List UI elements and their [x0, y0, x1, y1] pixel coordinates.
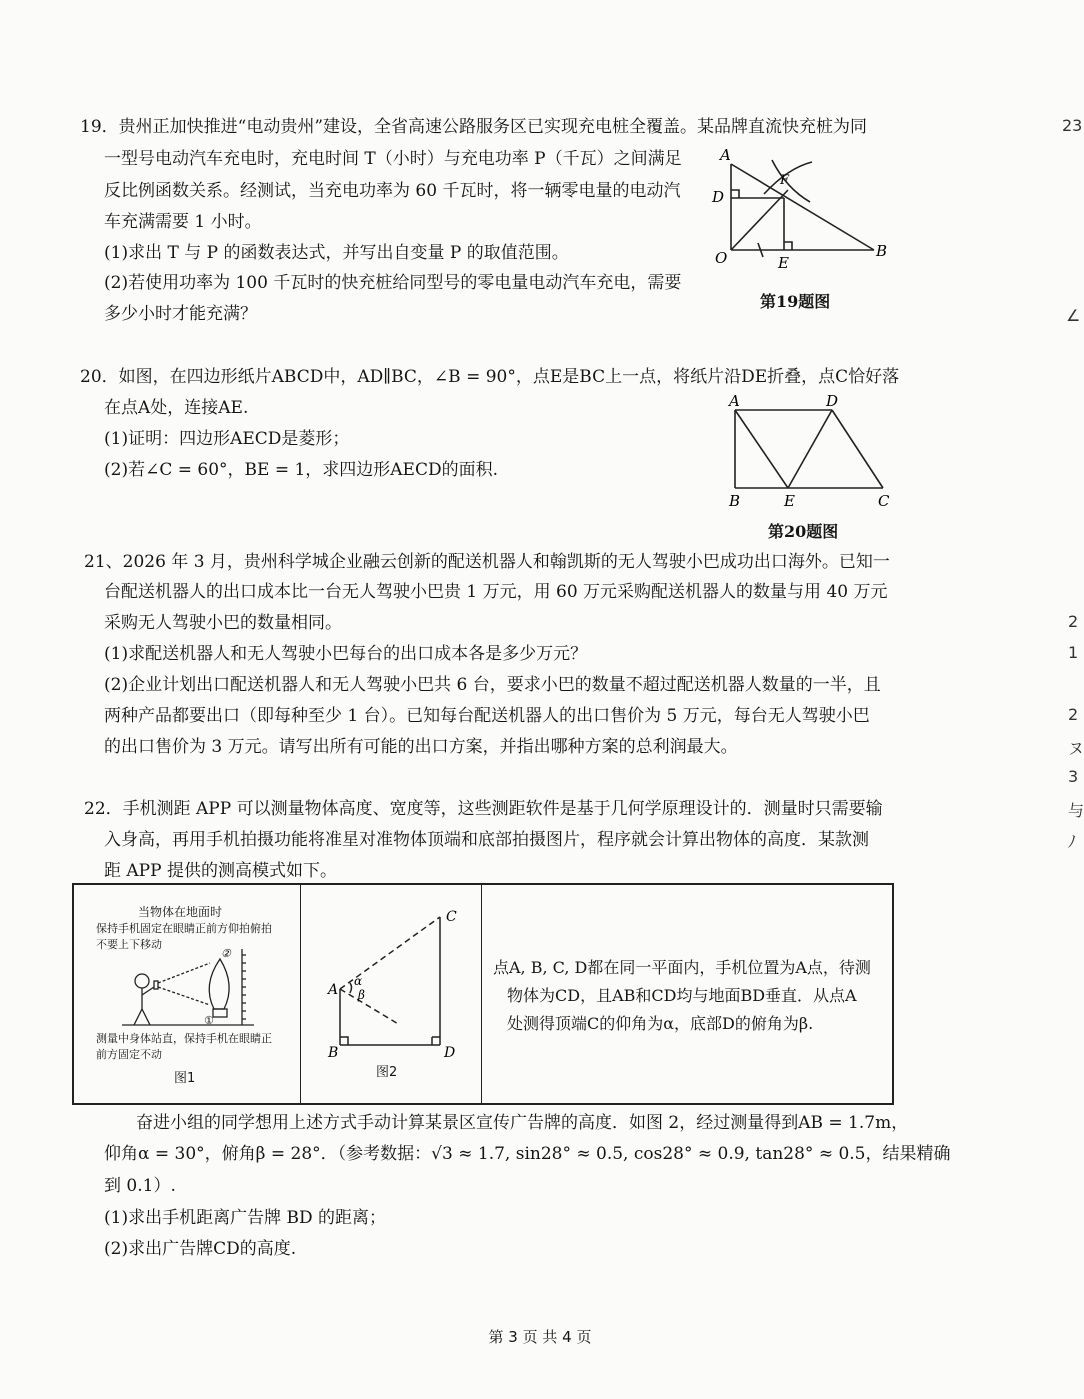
q20-label-b: B: [729, 492, 741, 510]
edge-mark-9: ﾉ: [1068, 832, 1077, 851]
q19-label-o: O: [715, 249, 728, 267]
edge-mark-5: 2: [1068, 705, 1079, 724]
box-text-1: 点A, B, C, D都在同一平面内，手机位置为A点，待测: [493, 958, 871, 977]
fig1-caption: 图1: [174, 1071, 196, 1086]
q22-after-5: (2)求出广告牌CD的高度.: [104, 1239, 297, 1259]
q20-line-1: 20．如图，在四边形纸片ABCD中，AD∥BC，∠B = 90°，点E是BC上一点，将纸片沿DE折叠，点C恰好落: [80, 367, 900, 387]
q20-figure-caption: 第20题图: [768, 522, 839, 541]
fig1-title: 当物体在地面时: [138, 905, 223, 919]
q19-label-a: A: [720, 146, 731, 164]
edge-mark-2: ∠: [1066, 306, 1081, 325]
fig2-label-d: D: [444, 1045, 456, 1061]
fig1-note-2: 不要上下移动: [96, 938, 162, 951]
edge-mark-8: 与: [1068, 801, 1084, 820]
q19-label-e: E: [778, 254, 789, 272]
box-text-2: 物体为CD，且AB和CD均与地面BD垂直．从点A: [507, 986, 857, 1005]
q20-label-c: C: [878, 492, 890, 510]
q22-after-2: 仰角α = 30°，俯角β = 28°．（参考数据：√3 ≈ 1.7, sin28° ≈ 0.5, cos28° ≈ 0.9, tan28° ≈ 0.5，结果精确: [104, 1144, 951, 1164]
fig2-label-c: C: [446, 909, 457, 925]
q22-fig1-cell: [74, 885, 301, 1103]
q21-line-5: (2)企业计划出口配送机器人和无人驾驶小巴共 6 台，要求小巴的数量不超过配送机器人数量的一半，且: [104, 675, 881, 695]
q22-line-3: 距 APP 提供的测高模式如下。: [104, 861, 337, 881]
q20-line-4: (2)若∠C = 60°，BE = 1，求四边形AECD的面积.: [104, 460, 499, 480]
q20-label-e: E: [784, 492, 795, 510]
q21-line-4: (1)求配送机器人和无人驾驶小巴每台的出口成本各是多少万元？: [104, 644, 588, 664]
q21-line-1: 21、2026 年 3 月，贵州科学城企业融云创新的配送机器人和翰凯斯的无人驾驶小巴成功出口海外。已知一: [84, 552, 890, 572]
q21-line-3: 采购无人驾驶小巴的数量相同。: [104, 613, 342, 633]
q19-line-6: (2)若使用功率为 100 千瓦时的快充桩给同型号的零电量电动汽车充电，需要: [104, 273, 682, 293]
edge-mark-6: ヌ: [1068, 739, 1084, 758]
fig2-label-a: A: [328, 982, 339, 998]
q19-label-f: F: [780, 173, 790, 188]
q20-figure: [720, 388, 900, 518]
q22-after-3: 到 0.1）.: [104, 1176, 176, 1196]
edge-mark-3: 2: [1068, 612, 1079, 631]
q22-description-cell: [481, 885, 892, 1103]
q22-after-1: 奋进小组的同学想用上述方式手动计算某景区宣传广告牌的高度．如图 2，经过测量得到AB = 1.7m，: [136, 1113, 909, 1133]
q19-figure: [700, 140, 900, 280]
fig1-note-4: 前方固定不动: [96, 1048, 162, 1061]
q19-line-7: 多少小时才能充满？: [104, 304, 257, 324]
q20-label-a: A: [729, 392, 740, 410]
fig2-label-alpha: α: [354, 974, 363, 988]
q19-label-d: D: [712, 188, 725, 206]
q22-after-4: (1)求出手机距离广告牌 BD 的距离；: [104, 1208, 387, 1228]
q19-line-1: 19．贵州正加快推进“电动贵州”建设，全省高速公路服务区已实现充电桩全覆盖。某品牌直流快充桩为同: [80, 117, 868, 137]
q21-line-7: 的出口售价为 3 万元。请写出所有可能的出口方案，并指出哪种方案的总利润最大。: [104, 737, 738, 757]
q21-line-2: 台配送机器人的出口成本比一台无人驾驶小巴贵 1 万元，用 60 万元采购配送机器人的数量与用 40 万元: [104, 582, 888, 602]
q19-line-2: 一型号电动汽车充电时，充电时间 T（小时）与充电功率 P（千瓦）之间满足: [104, 149, 682, 169]
page-footer: 第 3 页 共 4 页: [488, 1328, 592, 1346]
fig1-mark-1: ①: [204, 1014, 214, 1027]
q20-line-3: (1)证明：四边形AECD是菱形；: [104, 429, 350, 449]
q22-fig2-cell: [300, 885, 482, 1103]
fig2-label-beta: β: [358, 988, 365, 1002]
q19-figure-caption: 第19题图: [760, 292, 831, 311]
q22-line-2: 入身高，再用手机拍摄功能将准星对准物体顶端和底部拍摄图片，程序就会计算出物体的高度．某款测: [104, 830, 869, 850]
q21-line-6: 两种产品都要出口（即每种至少 1 台）。已知每台配送机器人的出口售价为 5 万元，每台无人驾驶小巴: [104, 706, 870, 726]
fig1-note-3: 测量中身体站直，保持手机在眼睛正: [96, 1032, 272, 1045]
box-text-3: 处测得顶端C的仰角为α，底部D的俯角为β.: [507, 1014, 814, 1033]
q19-line-4: 车充满需要 1 小时。: [104, 212, 262, 232]
edge-mark-1: 23: [1062, 116, 1083, 135]
q20-line-2: 在点A处，连接AE.: [104, 398, 249, 418]
q19-line-3: 反比例函数关系。经测试，当充电功率为 60 千瓦时，将一辆零电量的电动汽: [104, 181, 681, 201]
fig1-mark-2: ②: [221, 947, 231, 960]
q19-line-5: (1)求出 T 与 P 的函数表达式，并写出自变量 P 的取值范围。: [104, 243, 569, 263]
edge-mark-4: 1: [1068, 643, 1079, 662]
q22-line-1: 22．手机测距 APP 可以测量物体高度、宽度等，这些测距软件是基于几何学原理设计的．测量时只需要输: [84, 799, 883, 819]
edge-mark-7: 3: [1068, 767, 1079, 786]
q19-label-b: B: [876, 242, 888, 260]
q22-figure-table: [72, 883, 894, 1105]
fig2-caption: 图2: [376, 1065, 398, 1080]
fig1-note-1: 保持手机固定在眼睛正前方仰拍俯拍: [96, 922, 272, 935]
fig2-label-b: B: [328, 1045, 339, 1061]
q20-label-d: D: [826, 392, 839, 410]
